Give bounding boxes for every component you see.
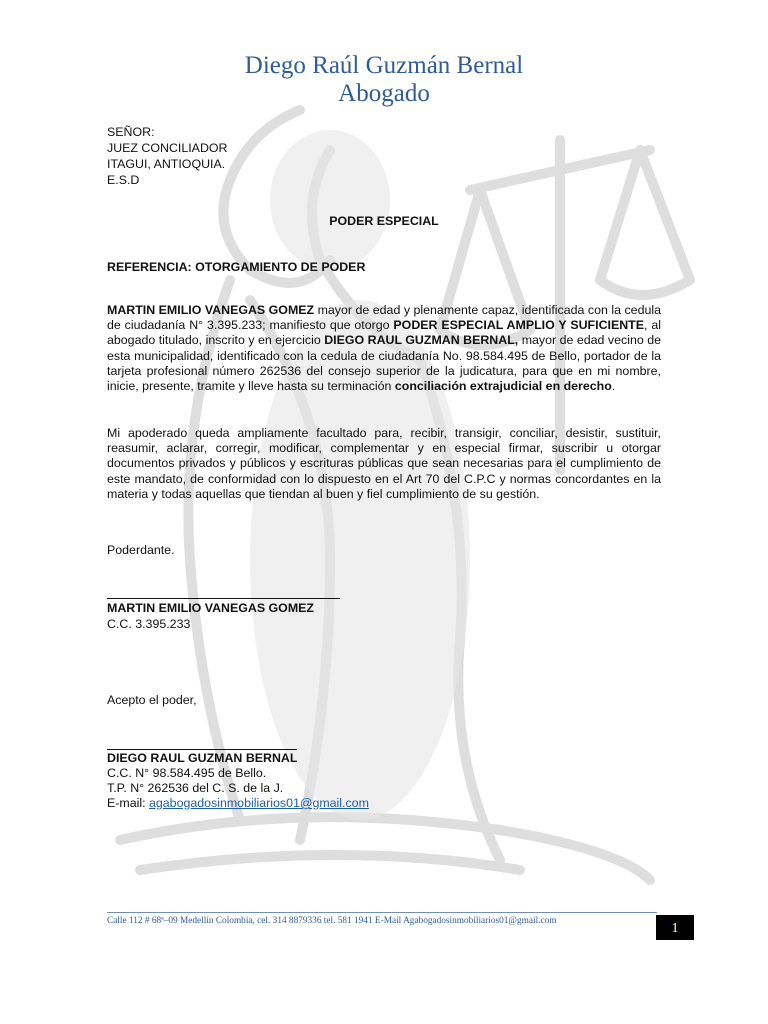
addressee-block — [107, 124, 227, 188]
matter-text: conciliación extrajudicial en derecho — [394, 379, 612, 394]
paragraph-text: mayor de edad y plenamente capaz, identificada con la cedula de ciudadanía N° 3.395.233; manifiesto que otorgo — [107, 303, 662, 333]
footer-contact: Calle 112 # 68ª–09 Medellín Colombia, cel. 314 8879336 tel. 581 1941 E-Mail Agabogadosinmobiliarios01@gmail.com — [107, 916, 557, 926]
lawyer-profession: Abogado — [338, 80, 430, 107]
grantor-id: C.C. 3.395.233 — [107, 617, 191, 631]
power-paragraph — [107, 303, 661, 394]
email-link[interactable]: agabogadosinmobiliarios01@gmail.com — [149, 796, 369, 810]
attorney-id: C.C. N° 98.584.495 de Bello. — [107, 766, 267, 780]
acceptance-label: Acepto el poder, — [107, 693, 197, 707]
grantor-signature-block — [107, 600, 314, 632]
attorney-name: DIEGO RAUL GUZMAN BERNAL, — [324, 333, 519, 348]
grantor-signature-name: MARTIN EMILIO VANEGAS GOMEZ — [107, 601, 314, 615]
signature-line-attorney — [107, 749, 297, 750]
poderdante-label: Poderdante. — [107, 543, 175, 557]
reference-line: REFERENCIA: OTORGAMIENTO DE PODER — [107, 260, 366, 274]
addressee-line: E.S.D — [107, 173, 140, 187]
attorney-tp: T.P. N° 262536 del C. S. de la J. — [107, 781, 284, 795]
addressee-line: JUEZ CONCILIADOR — [107, 141, 228, 155]
paragraph-text: , al abogado titulado, inscrito y en ejercicio — [107, 318, 661, 348]
signature-line-grantor — [107, 598, 340, 599]
attorney-signature-block — [107, 751, 369, 811]
document-title: PODER ESPECIAL — [329, 214, 439, 228]
email-label: E-mail: — [107, 796, 149, 810]
addressee-line: SEÑOR: — [107, 125, 155, 139]
addressee-line: ITAGUI, ANTIOQUIA. — [107, 157, 226, 171]
power-type: PODER ESPECIAL AMPLIO Y SUFICIENTE — [393, 318, 645, 333]
attorney-email-line — [107, 796, 369, 811]
letterhead — [0, 52, 768, 108]
footer-divider — [107, 912, 657, 913]
paragraph-text: mayor de edad vecino de esta municipalidad, identificado con la cedula de ciudadanía No. 98.584.495 de Bello, portador de la tarjeta profesional número 262536 del consejo superior de la judicatura, para que en mi nombre, inicie, presente, tramite y lleve hasta su terminación — [107, 333, 661, 394]
paragraph-text: . — [611, 379, 616, 394]
grantor-name: MARTIN EMILIO VANEGAS GOMEZ — [107, 303, 315, 317]
attorney-signature-name: DIEGO RAUL GUZMAN BERNAL — [107, 751, 298, 765]
page-number: 1 — [656, 915, 694, 940]
faculties-paragraph: Mi apoderado queda ampliamente facultado para, recibir, transigir, conciliar, desistir, sustituir, reasumir, aclarar, corregir, modificar, complementar y en especial firmar, suscribir u otorgar documentos privados y públicos y escrituras públicas que sean necesarias para el cumplimiento de este mandato, de conformidad con lo dispuesto en el Art 70 del C.P.C y normas concordantes en la materia y todas aquellas que tiendan al buen y fiel cumplimiento de su gestión. — [107, 426, 661, 501]
lawyer-name: Diego Raúl Guzmán Bernal — [244, 52, 524, 79]
